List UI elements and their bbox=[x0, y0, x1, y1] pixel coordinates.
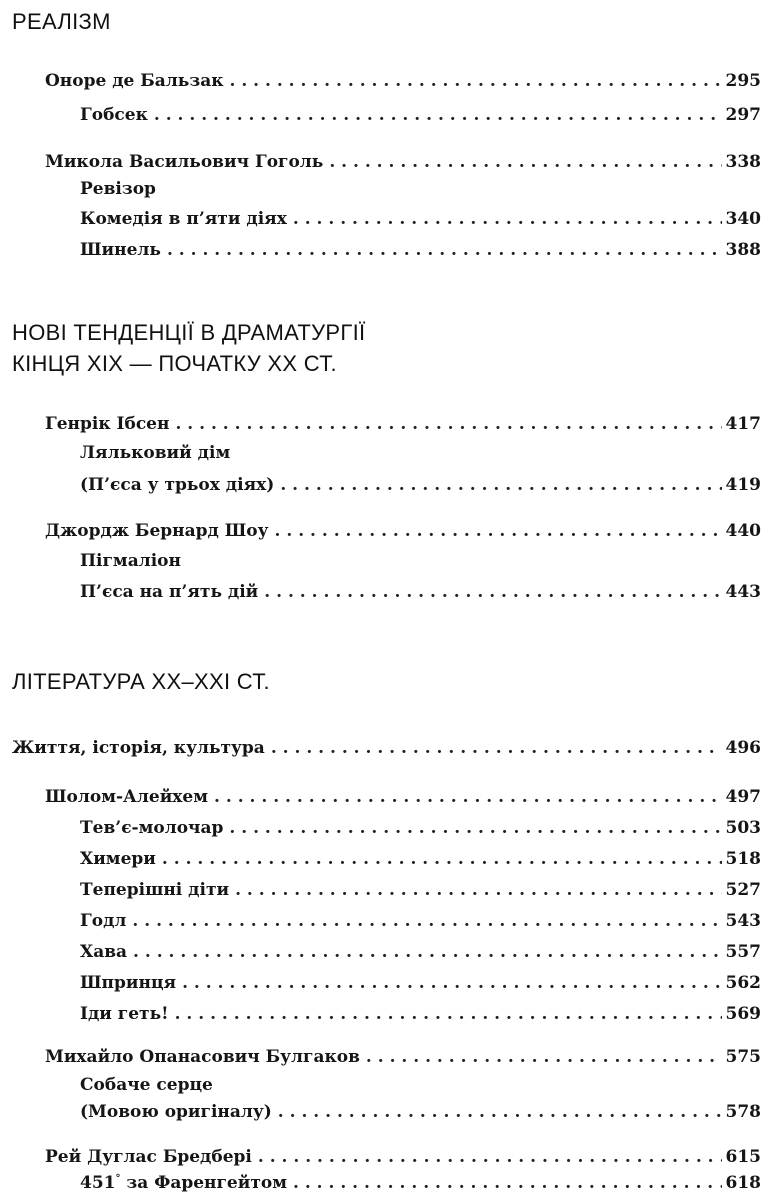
toc-entry-work[interactable] bbox=[80, 966, 761, 1000]
dot-leader bbox=[275, 514, 722, 548]
entry-title: Ревізор bbox=[80, 179, 156, 199]
toc-entry-work[interactable] bbox=[80, 935, 761, 969]
page-number: 618 bbox=[725, 1173, 761, 1193]
page-number: 557 bbox=[725, 942, 761, 962]
entry-title-rest: за Фаренгейтом bbox=[120, 1173, 287, 1193]
dot-leader bbox=[229, 811, 721, 845]
dot-leader bbox=[162, 842, 722, 876]
toc-entry-work[interactable] bbox=[80, 468, 761, 502]
entry-title: (Мовою оригіналу) bbox=[80, 1102, 272, 1122]
dot-leader bbox=[182, 966, 721, 1000]
toc-entry-work[interactable] bbox=[80, 98, 761, 132]
section-title-drama bbox=[12, 317, 365, 379]
toc-entry-chapter[interactable] bbox=[12, 731, 761, 765]
dot-leader bbox=[271, 731, 722, 765]
dot-leader bbox=[280, 468, 721, 502]
entry-title: Шинель bbox=[80, 240, 161, 260]
entry-title: Рей Дуглас Бредбері bbox=[45, 1147, 252, 1167]
entry-title bbox=[80, 1166, 287, 1200]
entry-title: Тев’є-молочар bbox=[80, 818, 224, 838]
dot-leader bbox=[278, 1095, 722, 1129]
dot-leader bbox=[235, 873, 721, 907]
entry-title: Микола Васильович Гоголь bbox=[45, 152, 324, 172]
degree-sign: ° bbox=[115, 1173, 121, 1185]
entry-title: Шолом-Алейхем bbox=[45, 787, 209, 807]
page-number: 417 bbox=[725, 414, 761, 434]
dot-leader bbox=[214, 780, 721, 814]
entry-title: Собаче серце bbox=[80, 1075, 213, 1095]
toc-entry-work[interactable] bbox=[80, 842, 761, 876]
entry-title: Гобсек bbox=[80, 105, 148, 125]
dot-leader bbox=[132, 904, 721, 938]
entry-title: Пігмаліон bbox=[80, 551, 181, 571]
toc-entry-work[interactable] bbox=[80, 1095, 761, 1129]
toc-entry-work[interactable] bbox=[80, 202, 761, 236]
page-number: 527 bbox=[725, 880, 761, 900]
dot-leader bbox=[293, 202, 722, 236]
page-number: 496 bbox=[725, 738, 761, 758]
toc-entry-author[interactable] bbox=[45, 780, 761, 814]
section-title-literature bbox=[12, 666, 270, 697]
page-number: 388 bbox=[725, 240, 761, 260]
dot-leader bbox=[167, 233, 722, 267]
entry-title: Комедія в п’яти діях bbox=[80, 209, 287, 229]
page-number: 443 bbox=[725, 582, 761, 602]
entry-title: Химери bbox=[80, 849, 156, 869]
section-title-line: РЕАЛІЗМ bbox=[12, 9, 111, 34]
page-number: 419 bbox=[725, 475, 761, 495]
dot-leader bbox=[154, 98, 722, 132]
toc-entry-author[interactable] bbox=[45, 514, 761, 548]
section-title-line: КІНЦЯ XIX — ПОЧАТКУ XX СТ. bbox=[12, 351, 337, 376]
entry-title: Джордж Бернард Шоу bbox=[45, 521, 269, 541]
entry-title: Шпринця bbox=[80, 973, 177, 993]
toc-entry-work[interactable] bbox=[80, 811, 761, 845]
entry-title: Життя, історія, культура bbox=[12, 738, 265, 758]
page-number: 338 bbox=[725, 152, 761, 172]
entry-title: П’єса на п’ять дій bbox=[80, 582, 259, 602]
section-title-line: ЛІТЕРАТУРА XX–XXI СТ. bbox=[12, 669, 270, 694]
page-number: 543 bbox=[725, 911, 761, 931]
entry-title: Іди геть! bbox=[80, 1004, 169, 1024]
toc-entry-work[interactable] bbox=[80, 575, 761, 609]
entry-title: Михайло Опанасович Булгаков bbox=[45, 1047, 360, 1067]
page-number: 518 bbox=[725, 849, 761, 869]
entry-title-number: 451 bbox=[80, 1173, 116, 1193]
entry-title: (П’єса у трьох діях) bbox=[80, 475, 275, 495]
entry-title: Хава bbox=[80, 942, 128, 962]
page-number: 340 bbox=[725, 209, 761, 229]
dot-leader bbox=[175, 997, 722, 1031]
page-number: 615 bbox=[725, 1147, 761, 1167]
dot-leader bbox=[264, 575, 721, 609]
entry-title: Оноре де Бальзак bbox=[45, 71, 224, 91]
toc-entry-work-title[interactable] bbox=[80, 172, 761, 206]
dot-leader bbox=[229, 64, 721, 98]
page-number: 295 bbox=[725, 71, 761, 91]
toc-entry-work[interactable] bbox=[80, 873, 761, 907]
section-title-realism bbox=[12, 6, 111, 37]
section-title-line: НОВІ ТЕНДЕНЦІЇ В ДРАМАТУРГІЇ bbox=[12, 320, 366, 345]
page-number: 503 bbox=[725, 818, 761, 838]
entry-title: Годл bbox=[80, 911, 127, 931]
dot-leader bbox=[293, 1166, 722, 1200]
entry-title: Теперішні діти bbox=[80, 880, 230, 900]
page-number: 578 bbox=[725, 1102, 761, 1122]
page-number: 440 bbox=[725, 521, 761, 541]
page-number: 575 bbox=[725, 1047, 761, 1067]
toc-entry-work[interactable] bbox=[80, 1166, 761, 1200]
dot-leader bbox=[133, 935, 721, 969]
toc-entry-author[interactable] bbox=[45, 64, 761, 98]
toc-entry-work[interactable] bbox=[80, 997, 761, 1031]
toc-entry-work[interactable] bbox=[80, 904, 761, 938]
page-number: 569 bbox=[725, 1004, 761, 1024]
entry-title: Ляльковий дім bbox=[80, 443, 231, 463]
page-number: 497 bbox=[725, 787, 761, 807]
toc-entry-work-title[interactable] bbox=[80, 544, 761, 578]
entry-title: Генрік Ібсен bbox=[45, 414, 170, 434]
toc-entry-work-title[interactable] bbox=[80, 436, 761, 470]
page-number: 562 bbox=[725, 973, 761, 993]
toc-entry-work[interactable] bbox=[80, 233, 761, 267]
page-number: 297 bbox=[725, 105, 761, 125]
